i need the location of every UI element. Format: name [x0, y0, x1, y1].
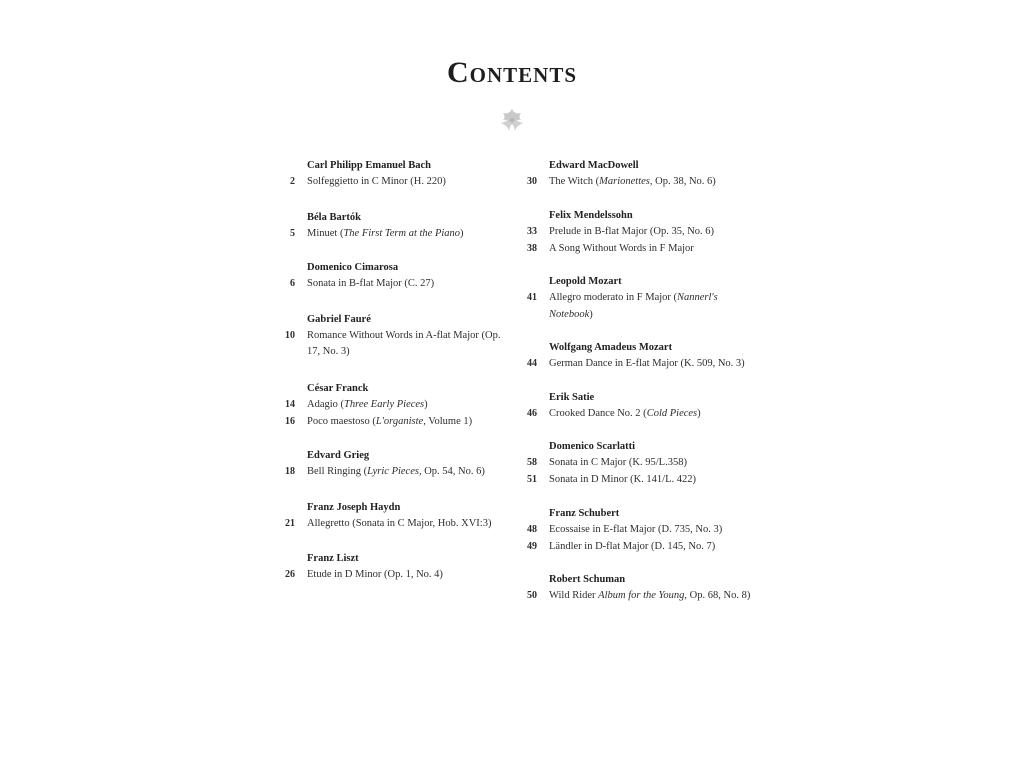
piece-title-text: Adagio ( [307, 398, 345, 410]
piece-title-text: A Song Without Words in F Major [549, 242, 694, 254]
piece-title [549, 241, 752, 258]
composer-entry [512, 438, 752, 489]
piece-title [307, 174, 510, 191]
page-number: 44 [527, 358, 537, 369]
piece-title [549, 290, 752, 323]
piece-title-text: Etude in D Minor (Op. 1, No. 4) [307, 569, 443, 580]
piece-title [549, 588, 752, 605]
piece-title-italic: Nannerl's Notebook [549, 292, 718, 320]
composer-entry [270, 311, 510, 361]
piece-title-text: Op. 68, No. 8) [687, 590, 751, 601]
piece-title [549, 455, 752, 472]
piece-title-italic: Album for the Young, [598, 590, 688, 601]
piece-title-text: Bell Ringing ( [307, 466, 368, 477]
composer-entry [270, 259, 510, 293]
toc-entry[interactable] [512, 472, 752, 489]
piece-title [549, 174, 752, 191]
composer-entry [512, 389, 752, 423]
piece-title-text: The Witch ( [549, 176, 600, 187]
toc-entry[interactable] [512, 406, 752, 423]
composer-name: Domenico Cimarosa [307, 262, 399, 273]
page-number: 48 [527, 523, 537, 535]
page-number: 14 [285, 398, 295, 410]
composer-name: Leopold Mozart [549, 276, 622, 287]
piece-title [307, 328, 510, 361]
page-number: 58 [527, 457, 537, 468]
composer-entry [512, 157, 752, 191]
page-number: 6 [290, 278, 295, 289]
composer-entry [512, 505, 752, 556]
page-number: 49 [527, 540, 537, 552]
piece-title-italic: L'organiste, [375, 415, 426, 427]
piece-title [549, 539, 752, 556]
piece-title [307, 414, 510, 431]
composer-name: César Franck [307, 382, 369, 394]
toc-entry[interactable] [270, 328, 510, 361]
toc-entry[interactable] [512, 455, 752, 472]
page-number: 41 [527, 292, 537, 303]
piece-title-italic: Three Early Pieces [344, 398, 425, 410]
piece-title-text: ) [697, 407, 701, 419]
page-number: 21 [285, 517, 295, 529]
composer-name: Carl Philipp Emanuel Bach [307, 160, 431, 171]
piece-title-text: Romance Without Words in A-flat Major (Op. 17, No. 3) [307, 329, 501, 357]
piece-title-text: Prelude in B-flat Major (Op. 35, No. 6) [549, 225, 715, 237]
piece-title-text: Volume 1) [425, 415, 473, 427]
piece-title-italic: Cold Pieces [646, 407, 698, 419]
piece-title-text: ) [424, 398, 428, 410]
piece-title-text: Sonata in B-flat Major (C. 27) [307, 278, 435, 289]
composer-name: Felix Mendelssohn [549, 209, 633, 221]
piece-title-italic: The First Term at the Piano [343, 227, 461, 239]
piece-title-text: ) [589, 308, 593, 320]
composer-entry [270, 499, 510, 533]
piece-title-text: Crooked Dance No. 2 ( [549, 407, 647, 419]
toc-entry[interactable] [270, 414, 510, 431]
piece-title [549, 224, 752, 241]
page-number: 46 [527, 407, 537, 419]
composer-name: Wolfgang Amadeus Mozart [549, 342, 673, 353]
toc-entry[interactable] [270, 516, 510, 533]
page-number: 30 [527, 176, 537, 187]
page-number: 38 [527, 242, 537, 254]
toc-entry[interactable] [270, 276, 510, 293]
piece-title-text: Op. 54, No. 6) [421, 466, 485, 477]
piece-title [307, 464, 510, 481]
page-number: 16 [285, 415, 295, 427]
toc-entry[interactable] [512, 174, 752, 191]
composer-entry [270, 157, 510, 191]
toc-entry[interactable] [512, 356, 752, 373]
composer-name: Edvard Grieg [307, 450, 370, 461]
composer-name: Béla Bartók [307, 211, 361, 223]
piece-title [549, 406, 752, 423]
toc-entry[interactable] [512, 588, 752, 605]
piece-title-text: Allegretto (Sonata in C Major, Hob. XVI:3) [307, 517, 492, 529]
piece-title [549, 522, 752, 539]
piece-title-text: Minuet ( [307, 227, 344, 239]
toc-entry[interactable] [270, 226, 510, 243]
composer-name: Franz Liszt [307, 553, 359, 564]
toc-entry[interactable] [270, 174, 510, 191]
composer-name: Edward MacDowell [549, 160, 639, 171]
piece-title-text: Wild Rider [549, 590, 599, 601]
piece-title [307, 397, 510, 414]
page-number: 10 [285, 329, 295, 341]
page-number: 26 [285, 569, 295, 580]
piece-title-text: German Dance in E-flat Major (K. 509, No. 3) [549, 358, 745, 369]
page-number: 2 [290, 176, 295, 187]
toc-entry[interactable] [512, 241, 752, 258]
fleuron-icon [499, 107, 525, 133]
piece-title [307, 226, 510, 243]
toc-entry[interactable] [270, 567, 510, 584]
piece-title [549, 472, 752, 489]
composer-entry [270, 380, 510, 431]
toc-entry[interactable] [270, 397, 510, 414]
composer-name: Erik Satie [549, 391, 595, 403]
piece-title-text: Ecossaise in E-flat Major (D. 735, No. 3) [549, 523, 723, 535]
composer-entry [270, 209, 510, 243]
composer-entry [270, 550, 510, 584]
composer-entry [270, 447, 510, 481]
piece-title-text: Op. 38, No. 6) [652, 176, 716, 187]
toc-left-column [270, 157, 510, 584]
toc-entry[interactable] [512, 522, 752, 539]
composer-entry [512, 273, 752, 323]
piece-title-italic: Marionettes, [599, 176, 653, 187]
composer-name: Franz Joseph Haydn [307, 501, 401, 513]
piece-title-text: Sonata in D Minor (K. 141/L. 422) [549, 474, 696, 485]
toc-entry[interactable] [512, 290, 752, 323]
page-number: 51 [527, 474, 537, 485]
piece-title-text: Ländler in D-flat Major (D. 145, No. 7) [549, 540, 716, 552]
page-title: Contents [446, 56, 578, 89]
composer-name: Domenico Scarlatti [549, 441, 636, 452]
toc-entry[interactable] [512, 539, 752, 556]
piece-title-text: Sonata in C Major (K. 95/L.358) [549, 457, 687, 468]
piece-title [307, 516, 510, 533]
piece-title [307, 276, 510, 293]
composer-entry [512, 339, 752, 373]
piece-title [307, 567, 510, 584]
page-number: 5 [290, 227, 295, 239]
piece-title-text: Solfeggietto in C Minor (H. 220) [307, 176, 446, 187]
toc-right-column [512, 157, 752, 605]
page-number: 50 [527, 590, 537, 601]
toc-entry[interactable] [512, 224, 752, 241]
piece-title-text: Poco maestoso ( [307, 415, 376, 427]
toc-entry[interactable] [270, 464, 510, 481]
composer-name: Franz Schubert [549, 507, 620, 519]
piece-title-italic: Lyric Pieces, [367, 466, 422, 477]
page-number: 33 [527, 225, 537, 237]
piece-title-text: ) [460, 227, 464, 239]
composer-name: Gabriel Fauré [307, 313, 371, 325]
page-number: 18 [285, 466, 295, 477]
composer-entry [512, 571, 752, 605]
piece-title [549, 356, 752, 373]
composer-entry [512, 207, 752, 258]
composer-name: Robert Schuman [549, 574, 626, 585]
piece-title-text: Allegro moderato in F Major ( [549, 292, 678, 303]
